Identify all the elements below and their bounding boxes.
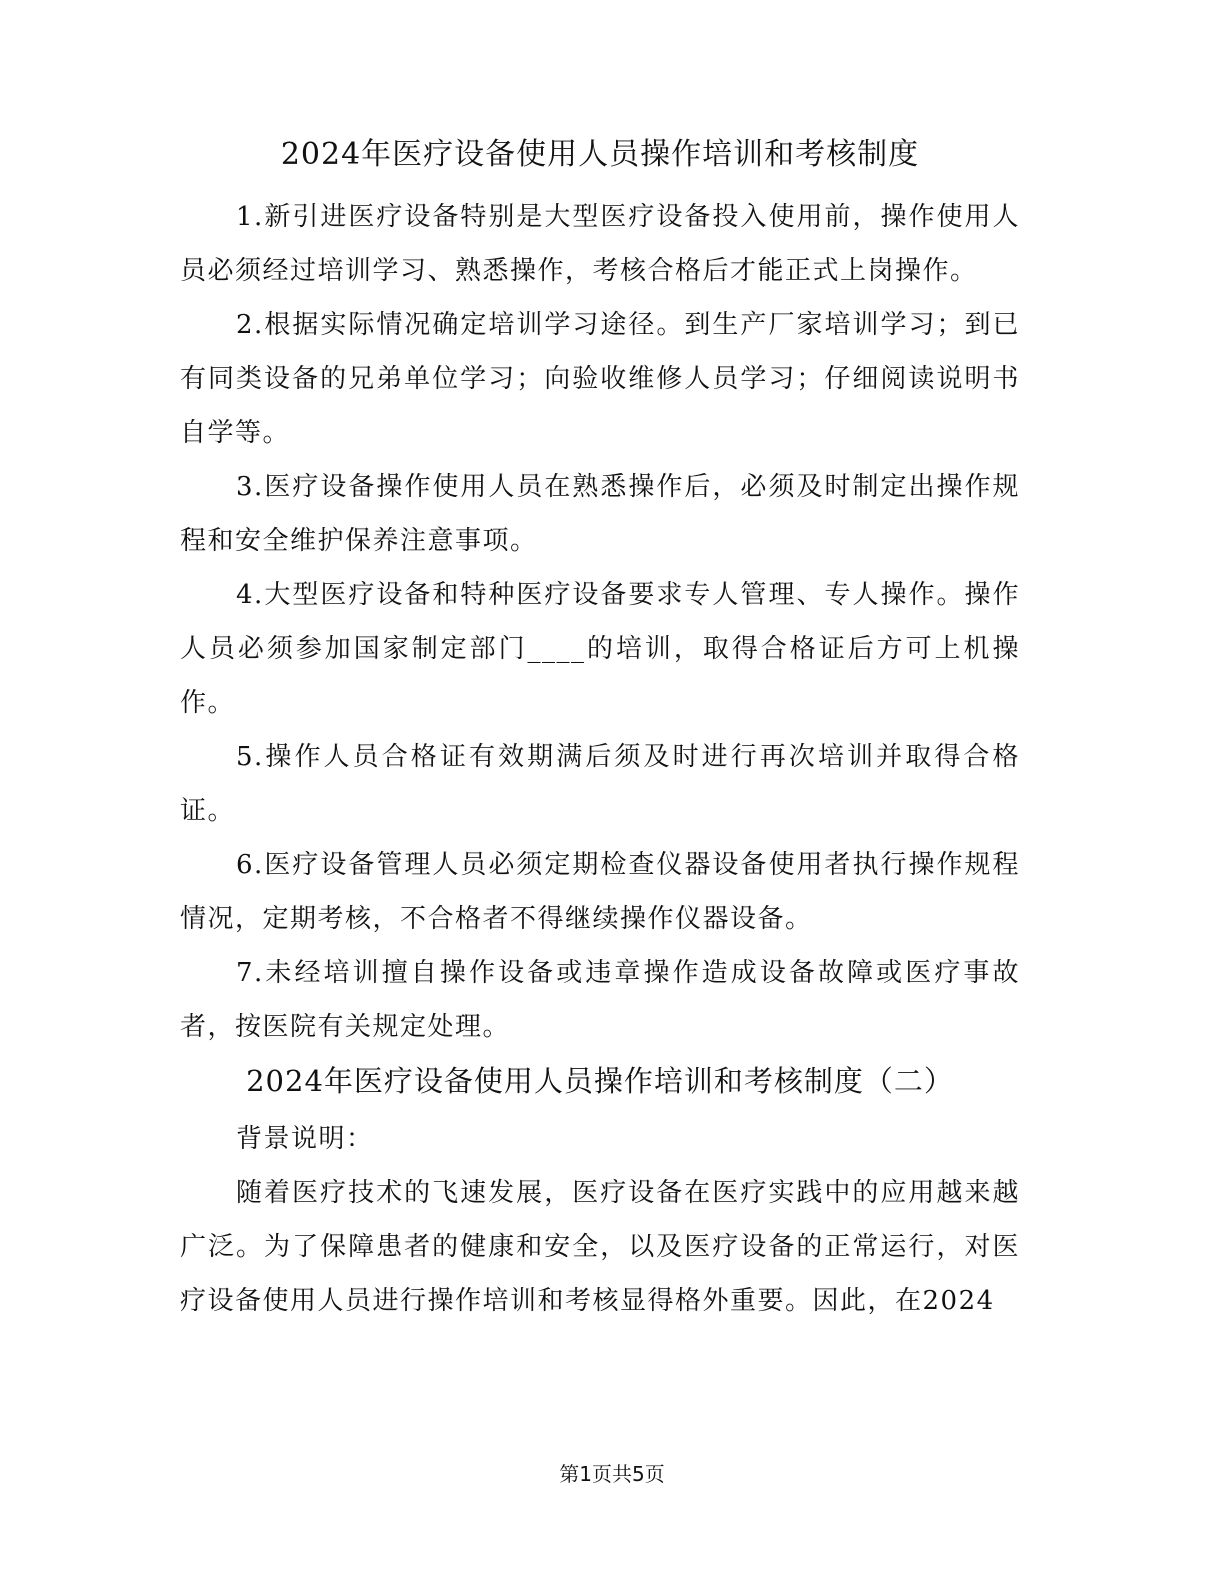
list-item-6: 6.医疗设备管理人员必须定期检查仪器设备使用者执行操作规程情况，定期考核，不合格者不得继续操作仪器设备。 <box>180 850 1020 934</box>
section-2-title: 2024年医疗设备使用人员操作培训和考核制度（二） <box>246 1064 954 1098</box>
list-item-7: 7.未经培训擅自操作设备或违章操作造成设备故障或医疗事故者，按医院有关规定处理。 <box>180 958 1020 1042</box>
background-paragraph: 随着医疗技术的飞速发展，医疗设备在医疗实践中的应用越来越广泛。为了保障患者的健康和安全，以及医疗设备的正常运行，对医疗设备使用人员进行操作培训和考核显得格外重要。因此，在2024 <box>180 1178 1020 1316</box>
document-title: 2024年医疗设备使用人员操作培训和考核制度 <box>280 137 920 172</box>
list-item-2: 2.根据实际情况确定培训学习途径。到生产厂家培训学习；到已有同类设备的兄弟单位学习；向验收维修人员学习；仔细阅读说明书自学等。 <box>180 310 1020 448</box>
document-body <box>180 128 1020 1328</box>
page-number: 第1页共5页 <box>559 1462 665 1486</box>
background-label: 背景说明： <box>236 1124 374 1154</box>
list-item-5: 5.操作人员合格证有效期满后须及时进行再次培训并取得合格证。 <box>180 742 1020 826</box>
list-item-3: 3.医疗设备操作使用人员在熟悉操作后，必须及时制定出操作规程和安全维护保养注意事项。 <box>180 472 1020 556</box>
list-item-1: 1.新引进医疗设备特别是大型医疗设备投入使用前，操作使用人员必须经过培训学习、熟悉操作，考核合格后才能正式上岗操作。 <box>180 202 1020 286</box>
list-item-4: 4.大型医疗设备和特种医疗设备要求专人管理、专人操作。操作人员必须参加国家制定部门____的培训，取得合格证后方可上机操作。 <box>180 580 1020 718</box>
